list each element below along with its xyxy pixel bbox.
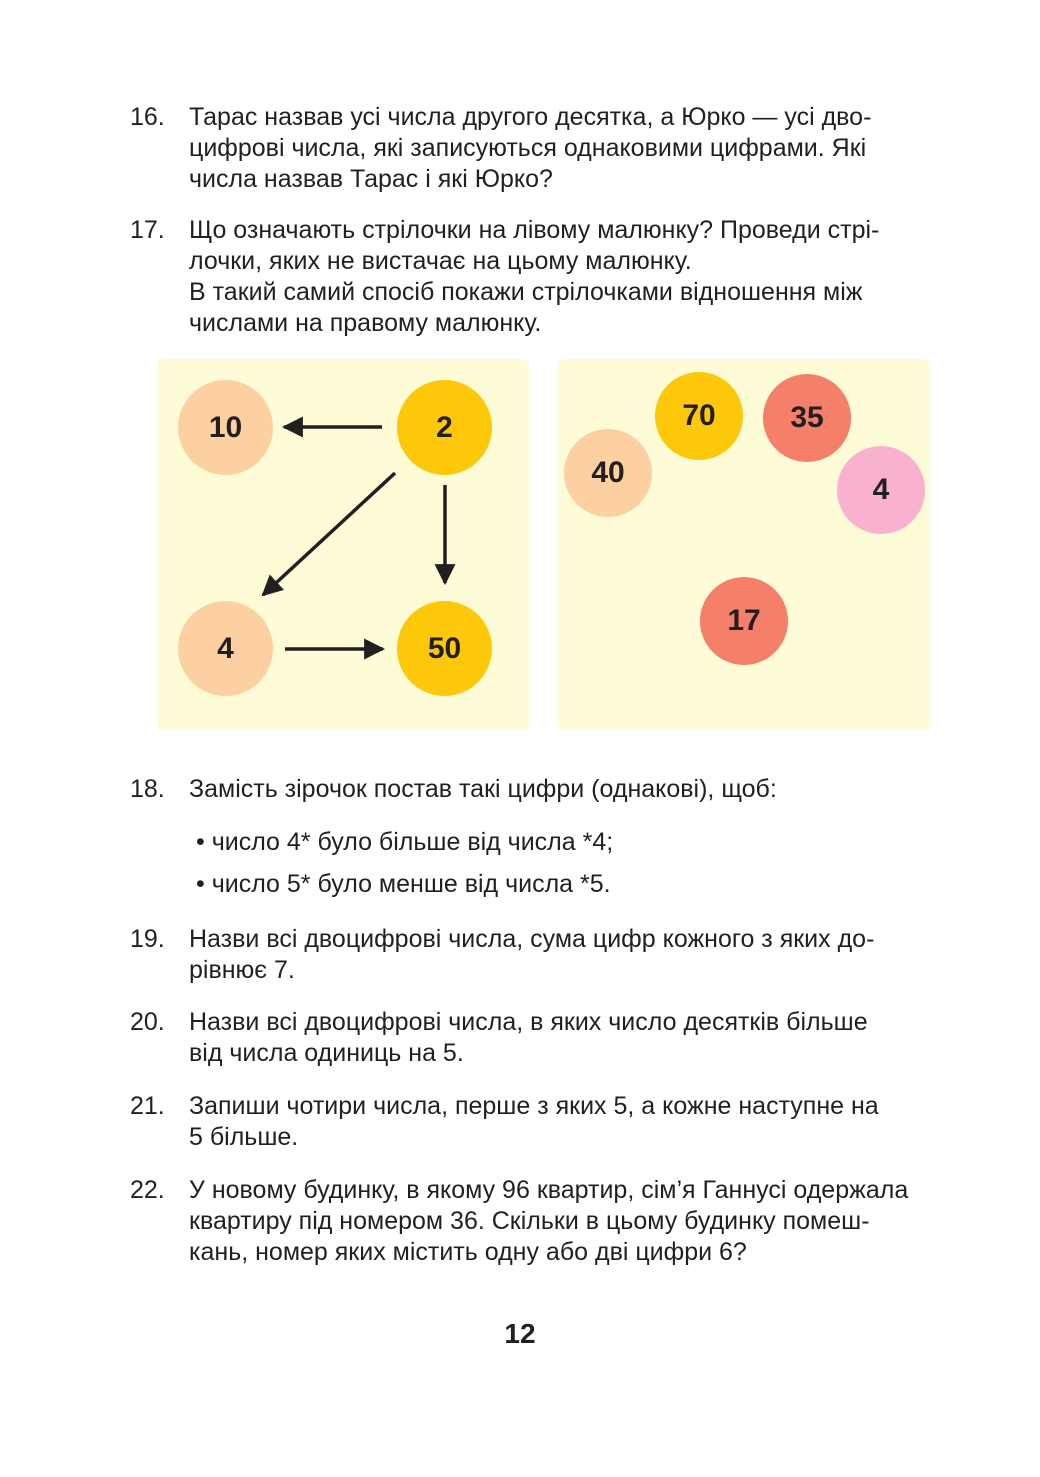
problem-line: В такий самий спосіб покажи стрілочками відношення між — [189, 278, 863, 306]
problem-number: 18. — [130, 775, 165, 803]
problem-line: 5 більше. — [189, 1123, 299, 1151]
problem-20 — [130, 1007, 960, 1069]
circle-40: 40 — [564, 429, 652, 517]
problem-number: 21. — [130, 1092, 165, 1120]
problem-22 — [130, 1175, 960, 1268]
problem-text — [189, 1007, 960, 1069]
problem-19 — [130, 924, 960, 986]
problem-text — [189, 215, 960, 339]
problem-line: від числа одиниць на 5. — [189, 1039, 464, 1067]
left-figure-panel — [157, 359, 529, 730]
problem-line: числами на правому малюнку. — [189, 309, 542, 337]
bullet-item: • число 4* було більше від числа *4; — [196, 828, 614, 856]
problem-text — [189, 1175, 960, 1268]
problem-text — [189, 102, 960, 195]
problem-text — [189, 1091, 960, 1153]
problem-line: Запиши чотири числа, перше з яких 5, а кожне наступне на — [189, 1092, 879, 1120]
problem-18 — [130, 774, 960, 805]
problem-line: Замість зірочок постав такі цифри (однакові), щоб: — [189, 775, 777, 803]
problem-line: Назви всі двоцифрові числа, сума цифр кожного з яких до- — [189, 925, 875, 953]
problem-17 — [130, 215, 960, 339]
problem-number: 19. — [130, 925, 165, 953]
problem-line: числа назвав Тарас і які Юрко? — [189, 165, 553, 193]
problem-line: Що означають стрілочки на лівому малюнку? Проведи стрі- — [189, 216, 880, 244]
problem-line: цифрові числа, які записуються однаковими цифрами. Які — [189, 134, 867, 162]
circle-2: 2 — [397, 380, 492, 475]
circle-70: 70 — [655, 372, 743, 460]
problem-text — [189, 774, 960, 805]
circle-4: 4 — [837, 446, 925, 534]
arrows-layer — [157, 359, 529, 730]
circle-17: 17 — [700, 577, 788, 665]
problem-number: 20. — [130, 1008, 165, 1036]
circle-35: 35 — [763, 374, 851, 462]
problem-line: квартиру під номером 36. Скільки в цьому будинку помеш- — [189, 1207, 870, 1235]
page-number: 12 — [504, 1318, 536, 1349]
problem-line: рівнює 7. — [189, 956, 295, 984]
problem-number: 17. — [130, 216, 165, 244]
problem-21 — [130, 1091, 960, 1153]
problem-line: У новому будинку, в якому 96 квартир, сім’я Ганнусі одержала — [189, 1176, 909, 1204]
circle-50: 50 — [397, 601, 492, 696]
problem-number: 16. — [130, 103, 165, 131]
problem-line: Назви всі двоцифрові числа, в яких число десятків більше — [189, 1008, 868, 1036]
circle-4: 4 — [178, 601, 273, 696]
problem-line: Тарас назвав усі числа другого десятка, а Юрко — усі дво- — [189, 103, 872, 131]
bullet-item: • число 5* було менше від числа *5. — [196, 870, 611, 898]
circle-10: 10 — [178, 380, 273, 475]
problem-number: 22. — [130, 1176, 165, 1204]
arrow-2-to-4 — [263, 473, 395, 595]
problem-line: кань, номер яких містить одну або дві цифри 6? — [189, 1238, 747, 1266]
problem-line: лочки, яких не вистачає на цьому малюнку. — [189, 247, 692, 275]
problem-text — [189, 924, 960, 986]
right-figure-panel — [558, 359, 930, 730]
problem-16 — [130, 102, 960, 195]
